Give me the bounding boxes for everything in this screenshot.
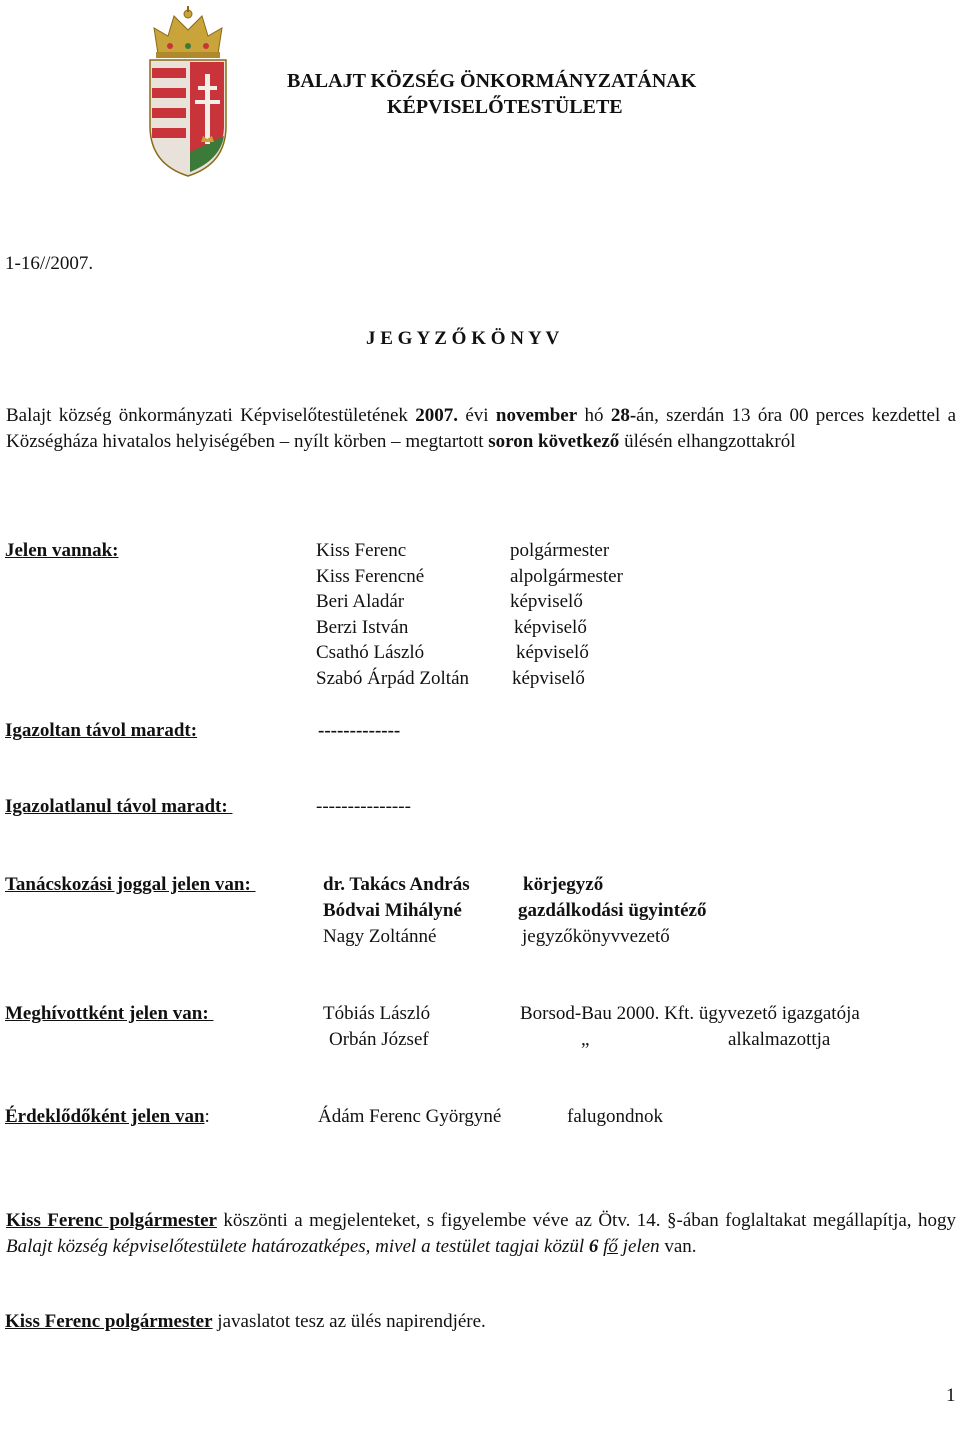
advisory-person-name: dr. Takács András <box>323 874 470 895</box>
interested-label: Érdeklődőként jelen van: <box>5 1106 210 1127</box>
present-member-role: képviselő <box>514 617 587 638</box>
advisory-person-role: körjegyző <box>523 874 604 895</box>
present-member-role: polgármester <box>510 540 610 561</box>
page-number: 1 <box>946 1385 956 1406</box>
advisory-person-role: gazdálkodási ügyintéző <box>518 900 707 921</box>
invited-person-name: Orbán József <box>329 1029 429 1050</box>
present-member-name: Kiss Ferencné <box>316 566 425 587</box>
unexcused-value: --------------- <box>316 796 411 817</box>
intro-paragraph: Balajt község önkormányzati Képviselőtestületének 2007. évi november hó 28-án, szerdán 13 óra 00 perces kezdettel a Községháza hivatalos helyiségében – nyílt körben – megtartott soron következő ülésén elhangzottakról <box>6 405 956 452</box>
advisory-person-name: Nagy Zoltánné <box>323 926 437 947</box>
present-member-role: alpolgármester <box>510 566 623 587</box>
invited-label: Meghívottként jelen van: <box>5 1003 214 1024</box>
invited-person-name: Tóbiás László <box>323 1003 431 1024</box>
excused-label: Igazoltan távol maradt: <box>5 720 198 741</box>
speaker-name: Kiss Ferenc polgármester <box>5 1311 213 1332</box>
interested-person-role: falugondnok <box>567 1106 664 1127</box>
present-member-role: képviselő <box>516 642 589 663</box>
invited-person-role: alkalmazottja <box>728 1029 831 1050</box>
present-member-name: Beri Aladár <box>316 591 405 612</box>
excused-value: ------------- <box>318 720 401 741</box>
document-number: 1-16//2007. <box>5 253 94 274</box>
present-member-name: Berzi István <box>316 617 409 638</box>
invited-person-role: Borsod-Bau 2000. Kft. ügyvezető igazgatója <box>520 1003 860 1024</box>
hungarian-coat-of-arms-icon <box>140 6 236 178</box>
council-title-line1: BALAJT KÖZSÉG ÖNKORMÁNYZATÁNAK <box>287 70 697 92</box>
unexcused-label: Igazolatlanul távol maradt: <box>5 796 233 817</box>
advisory-person-role: jegyzőkönyvvezető <box>522 926 670 947</box>
present-member-role: képviselő <box>512 668 585 689</box>
document-title: J E G Y Z Ő K Ö N Y V <box>366 328 560 349</box>
council-title-line2: KÉPVISELŐTESTÜLETE <box>387 96 623 118</box>
present-member-role: képviselő <box>510 591 583 612</box>
interested-person-name: Ádám Ferenc Györgyné <box>318 1106 502 1127</box>
advisory-person-name: Bódvai Mihályné <box>323 900 462 921</box>
present-member-name: Kiss Ferenc <box>316 540 407 561</box>
agenda-paragraph: Kiss Ferenc polgármester javaslatot tesz az ülés napirendjére. <box>5 1311 486 1332</box>
present-member-name: Szabó Árpád Zoltán <box>316 668 470 689</box>
present-member-name: Csathó László <box>316 642 425 663</box>
quorum-paragraph: Kiss Ferenc polgármester köszönti a megjelenteket, s figyelembe véve az Ötv. 14. §-ában foglaltakat megállapítja, hogy Balajt község képviselőtestülete határozatképes, mivel a testület tagjai közül 6 fő jelen van. <box>6 1210 956 1257</box>
advisory-label: Tanácskozási joggal jelen van: <box>5 874 256 895</box>
present-label: Jelen vannak: <box>5 540 119 561</box>
ditto-mark: „ <box>581 1029 590 1050</box>
speaker-name: Kiss Ferenc polgármester <box>6 1210 217 1231</box>
